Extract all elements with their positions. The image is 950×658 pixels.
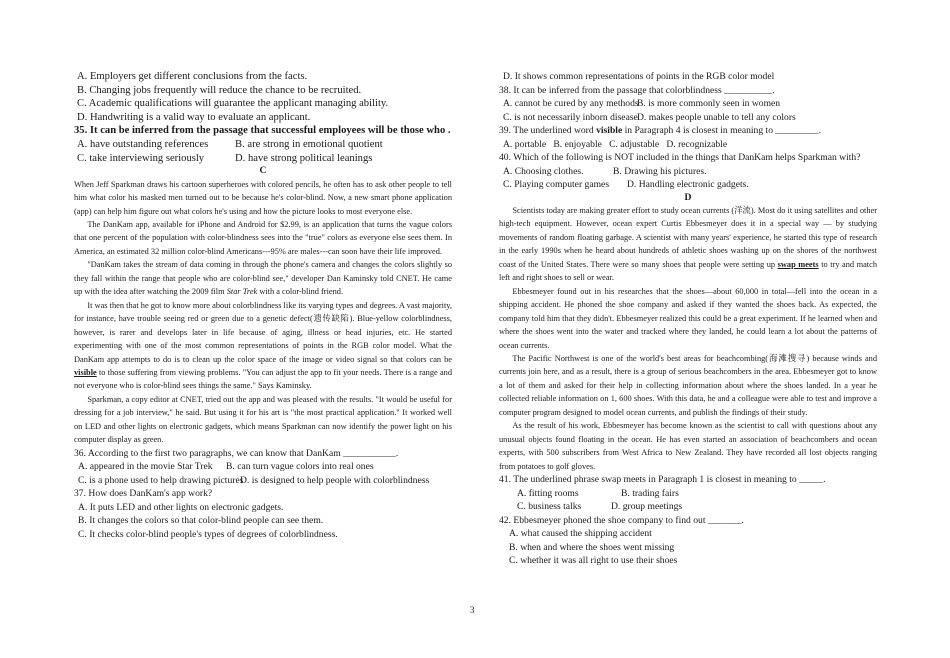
question-35-options-cd	[74, 152, 452, 166]
q37-option-d: D. It shows common representations of points in the RGB color model	[503, 71, 775, 82]
q35-option-c: C. take interviewing seriously	[77, 152, 205, 164]
question-36-options-ab	[74, 460, 452, 474]
q37-option-b: B. It changes the colors so that color-blind people can see them.	[78, 515, 324, 527]
passage-d-paragraph-2: Ebbesmeyer found out in his researches that the shoes—about 60,000 in total—fell into the ocean in a shipping accident. He phoned the shoe company and asked if they wanted the shoes back. As expected, the company told him that they didn't. Ebbesmeyer realized this could be a great experiment. If he learned when and where the shoes went into the water and tracked where they landed, he could learn a lot about the patterns of ocean currents.	[499, 286, 877, 350]
question-39-options	[499, 138, 877, 152]
question-40-options-ab	[499, 165, 877, 179]
q39-option-b: B. enjoyable	[553, 138, 602, 150]
p4-text-b: to those suffering from viewing problems. "You can adjust the app to fit your needs. There is a range and not everyone who is color-blind sees things the same." Says Kaminsky.	[74, 368, 452, 391]
d-p1-text-b: to try and match left and right shoes to sell or wear.	[499, 259, 877, 283]
question-40-options-cd	[499, 178, 877, 192]
q39-option-a: A. portable	[503, 138, 547, 150]
q39-option-d: D. recognizable	[666, 138, 728, 150]
question-38-options-cd	[499, 111, 877, 125]
right-column	[499, 70, 877, 568]
q40-option-c: C. Playing computer games	[503, 179, 610, 190]
q42-option-a: A. what caused the shipping accident	[509, 528, 652, 540]
q38-option-b: B. is more commonly seen in women	[637, 98, 781, 109]
underlined-word-visible: visible	[74, 368, 97, 377]
q35-option-d: D. have strong political leanings	[235, 152, 373, 164]
question-36-options-cd	[74, 474, 452, 488]
q37-option-c: C. It checks color-blind people's types of degrees of colorblindness.	[78, 528, 338, 540]
q38-option-a: A. cannot be cured by any methods	[503, 98, 639, 109]
q36-option-c: C. is a phone used to help drawing pictures	[78, 474, 244, 486]
q38-option-c: C. is not necessarily inborn disease	[503, 111, 638, 123]
q39-option-c: C. adjustable	[609, 138, 660, 150]
q41-option-c: C. business talks	[517, 501, 582, 513]
question-37-stem: 37. How does DanKam's app work?	[74, 488, 213, 500]
q40-option-b: B. Drawing his pictures.	[613, 165, 707, 177]
question-35-stem: 35. It can be inferred from the passage that successful employees will be those who .	[74, 125, 451, 137]
prev-option-c: C. Academic qualifications will guarantee the applicant managing ability.	[77, 98, 389, 110]
q35-option-b: B. are strong in emotional quotient	[235, 138, 383, 150]
section-d-heading: D	[684, 191, 692, 203]
q39-pre: 39. The underlined word	[499, 125, 597, 136]
section-c-heading: C	[259, 165, 267, 177]
question-36-stem: 36. According to the first two paragraphs, we can know that DanKam ___________.	[74, 447, 399, 459]
question-40-stem: 40. Which of the following is NOT included in the things that DanKam helps Sparkman with?	[499, 152, 861, 163]
q40-option-a: A. Choosing clothes.	[503, 165, 584, 177]
p3-text-b: with a color-blind friend.	[257, 287, 344, 297]
passage-c-paragraph-1: When Jeff Sparkman draws his cartoon superheroes with colored pencils, he often has to ask other people to tell him what color his masked men turned out to be because he's color-blind. Now, a new smart phone application (app) can help him figure out what colors he's using and how the picture looks to most everyone else.	[74, 179, 452, 216]
d-p1-text-a: Scientists today are making greater effort to study ocean currents (洋流). Most do it using satellites and other high-tech equipment. However, ocean expert Curtis Ebbesmeyer does it in a special way — by studying movements of random floating garbage. A scientist with many years' experience, he started this type of research in the early 1990s when he heard about hundreds of athletic shoes washing up on the shores of the northwest coast of the United States. There were so many shoes that people were setting up	[499, 206, 877, 269]
q39-word-visible: visible	[596, 125, 623, 136]
passage-c-paragraph-5: Sparkman, a copy editor at CNET, tried out the app and was pleased with the results. "It would be useful for dressing for a job interview," he said. But using it for his art is "the most practical application." It worked well on LED and other lights on electronic gadgets, which means Sparkman can now identify the power light on his computer display as green.	[74, 394, 452, 445]
q38-option-d: D. makes people unable to tell any colors	[637, 111, 796, 123]
passage-c-paragraph-4	[74, 299, 452, 393]
passage-d-paragraph-3: The Pacific Northwest is one of the world's best areas for beachcombing(海滩搜寻) because winds and currents join here, and as a result, there is a group of serious beachcombers in the area. Ebbesmeyer got to know a lot of them and asked for their help in collecting information about where the shoes landed. In a year he collected reliable information on 1, 600 shoes. With this data, he and a colleague were able to test and improve a computer program designed to model ocean currents, and publish the findings of their study.	[499, 353, 877, 417]
question-42-stem: 42. Ebbesmeyer phoned the shoe company to find out _______.	[499, 514, 744, 526]
q39-post: in Paragraph 4 is closest in meaning to _________.	[622, 125, 821, 136]
prev-option-d: D. Handwriting is a valid way to evaluate an applicant.	[77, 111, 311, 123]
page-number: 3	[470, 605, 475, 615]
q41-option-b: B. trading fairs	[621, 487, 679, 499]
q36-option-b: B. can turn vague colors into real ones	[226, 461, 374, 473]
prev-option-b: B. Changing jobs frequently will reduce the chance to be recruited.	[77, 84, 362, 96]
underlined-phrase-swap-meets: swap meets	[777, 259, 819, 269]
question-38-options-ab	[499, 97, 877, 111]
p4-text-a: It was then that he got to know more about colorblindness like its varying types and degrees. A vast majority, for instance, have trouble seeing red or green due to a genetic defect(遗传缺陷). Blue-yellow colorblindness, however, is rarer and develops later in life because of aging, illness or head injuries, etc. He started experimenting with one of the most common representations of points in the RGB color model. What the DanKam app attempts to do is to clean up the color space of the image or video signal so that colors can be	[74, 300, 452, 364]
question-41-options-cd	[499, 500, 877, 514]
p3-text-a: "DanKam takes the stream of data coming in through the phone's camera and changes the colors slightly so they fall within the range that people who are color-blind see," developer Dan Kaminsky told CNET. He came up with the idea after watching the 2009 film	[74, 260, 452, 297]
prev-option-a: A. Employers get different conclusions from the facts.	[77, 71, 308, 82]
q37-option-a: A. It puts LED and other lights on electronic gadgets.	[78, 501, 284, 513]
question-41-options-ab	[499, 487, 877, 501]
passage-c-paragraph-3	[74, 258, 452, 298]
question-35-options-ab	[74, 138, 452, 152]
q35-option-a: A. have outstanding references	[77, 138, 209, 150]
passage-c-paragraph-2: The DanKam app, available for iPhone and Android for $2.99, is an application that turns the vague colors that one percent of the population with color-blindness sees into the "true" colors as everyone else sees them. In America, an estimated 32 million color-blind Americans---95% are males---can soon have their life improved.	[74, 220, 452, 256]
q41-option-d: D. group meetings	[611, 501, 683, 513]
q41-option-a: A. fitting rooms	[517, 487, 579, 499]
passage-d-paragraph-1	[499, 204, 877, 285]
q36-option-a: A. appeared in the movie Star Trek	[78, 461, 213, 473]
film-title: Star Trek	[226, 287, 258, 297]
passage-d-paragraph-4: As the result of his work, Ebbesmeyer has become known as the scientist to call with questions about any unusual objects found floating in the ocean. He has even started an association of beachcombers and ocean experts, with 500 subscribers from West Africa to New Zealand. They have recorded all lost objects ranging from potatoes to golf gloves.	[499, 421, 877, 471]
q40-option-d: D. Handling electronic gadgets.	[627, 179, 749, 190]
question-38-stem: 38. It can be inferred from the passage that colorblindness __________.	[499, 84, 775, 96]
q42-option-c: C. whether it was all right to use their shoes	[509, 555, 678, 567]
question-41-stem: 41. The underlined phrase swap meets in Paragraph 1 is closest in meaning to _____.	[499, 474, 826, 486]
question-39-stem	[499, 124, 877, 138]
q36-option-d: D. is designed to help people with colorblindness	[240, 474, 430, 486]
q42-option-b: B. when and where the shoes went missing	[509, 541, 675, 553]
left-column	[74, 70, 452, 541]
